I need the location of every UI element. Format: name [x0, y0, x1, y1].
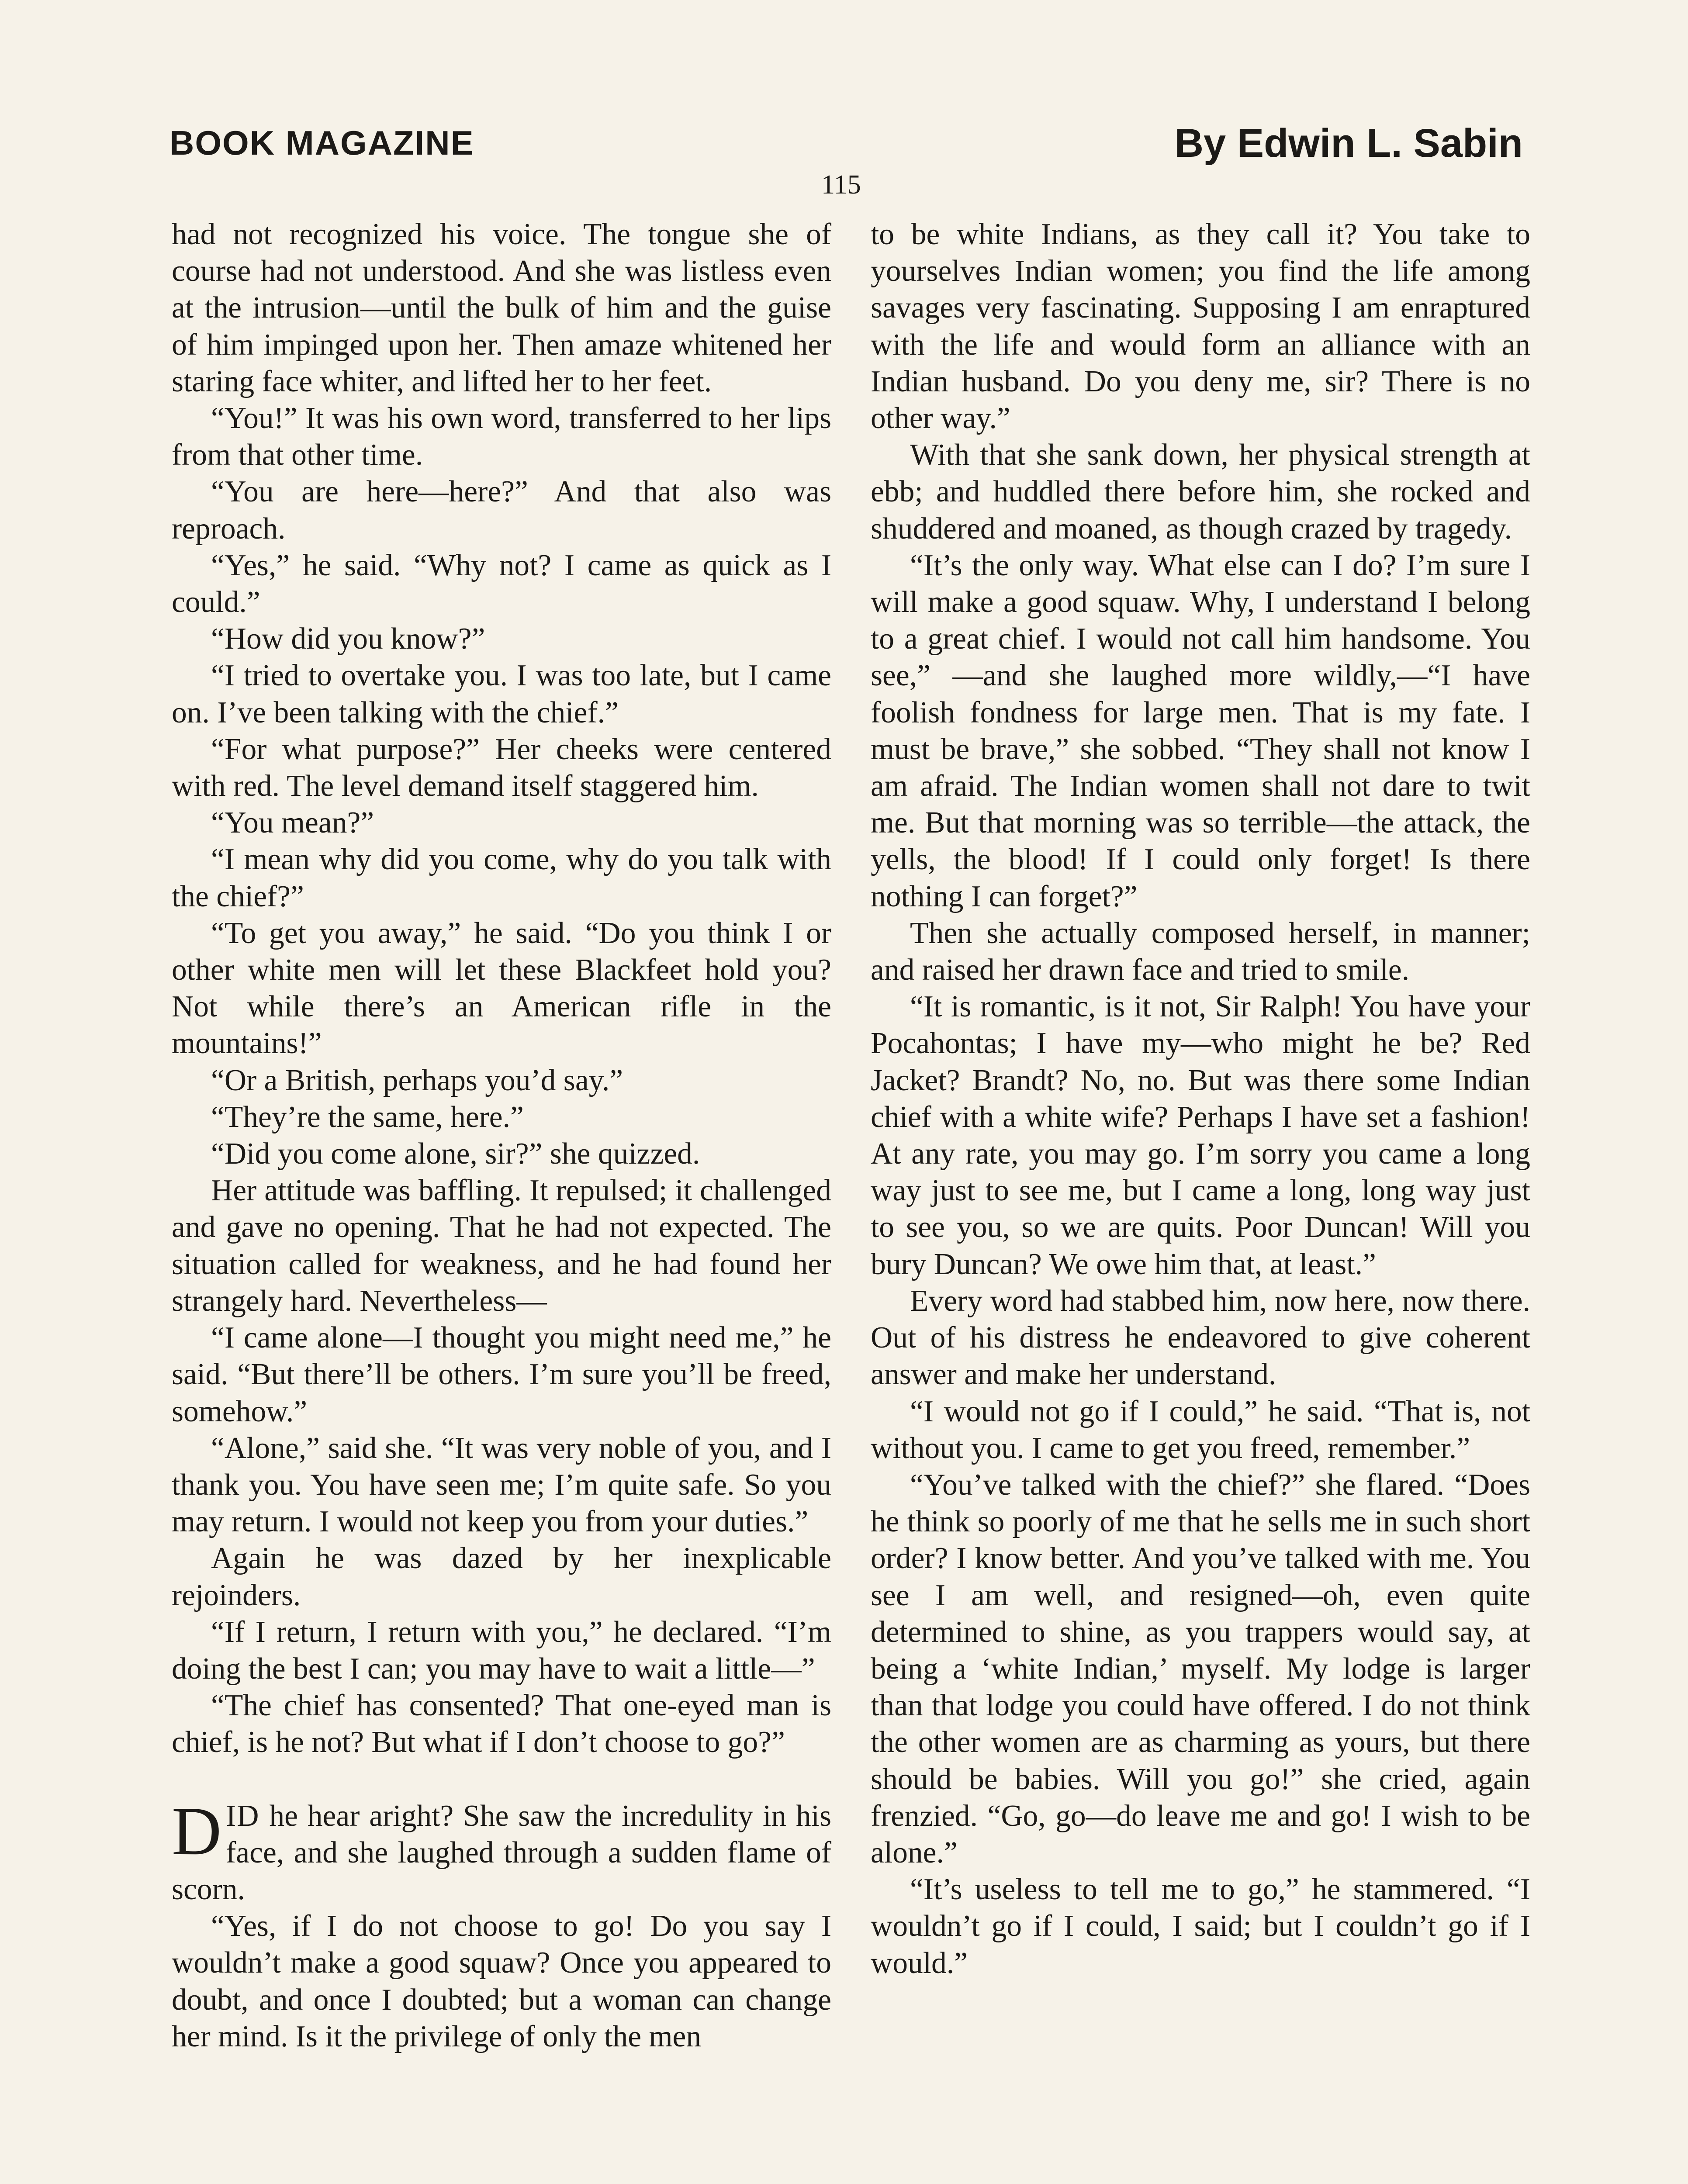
left-column: [172, 216, 831, 2055]
paragraph: “Did you come alone, sir?” she quizzed.: [211, 1137, 700, 1171]
paragraph: “It’s useless to tell me to go,” he stammered. “I wouldn’t go if I could, I said; but I couldn’t go if I would.”: [871, 1873, 1530, 1980]
paragraph: “You mean?”: [211, 806, 374, 840]
paragraph: Then she actually composed herself, in manner; and raised her drawn face and tried to smile.: [871, 916, 1530, 987]
paragraph: Again he was dazed by her inexplicable rejoinders.: [172, 1541, 831, 1612]
paragraph: “To get you away,” he said. “Do you think I or other white men will let these Blackfeet hold you? Not while there’s an American rifle in the mountains!”: [172, 916, 831, 1061]
paragraph-text: he hear aright? She saw the incredulity in his face, and she laughed through a sudden flame of scorn.: [172, 1799, 831, 1906]
paragraph: “You are here—here?” And that also was reproach.: [172, 475, 831, 546]
paragraph: “It is romantic, is it not, Sir Ralph! You have your Pocahontas; I have my—who might he be? Red Jacket? Brandt? No, no. But was there some Indian chief with a white wife? Perhaps I have set a fashion! At any rate, you may go. I’m sorry you came a long way just to see me, but I came a long, long way just to see you, so we are quits. Poor Duncan! Will you bury Duncan? We owe him that, at least.”: [871, 990, 1530, 1281]
paragraph: “You!” It was his own word, transferred to her lips from that other time.: [172, 401, 831, 472]
paragraph: “I tried to overtake you. I was too late, but I came on. I’ve been talking with the chief.”: [172, 659, 831, 729]
paragraph: “Yes,” he said. “Why not? I came as quick as I could.”: [172, 548, 831, 619]
right-column: [871, 216, 1530, 1982]
paragraph: Every word had stabbed him, now here, now there. Out of his distress he endeavored to give coherent answer and make her understand.: [871, 1284, 1530, 1392]
page-number: 115: [821, 170, 861, 200]
section-break: [172, 1761, 831, 1798]
paragraph: “The chief has consented? That one-eyed man is chief, is he not? But what if I don’t choose to go?”: [172, 1689, 831, 1759]
paragraph: “Yes, if I do not choose to go! Do you say I wouldn’t make a good squaw? Once you appeared to doubt, and once I doubted; but a woman can change her mind. Is it the privilege of only the men: [172, 1909, 831, 2053]
paragraph: Her attitude was baffling. It repulsed; it challenged and gave no opening. That he had not expected. The situation called for weakness, and he had found her strangely hard. Nevertheless—: [172, 1174, 831, 1318]
paragraph: “You’ve talked with the chief?” she flared. “Does he think so poorly of me that he sells me in such short order? I know better. And you’ve talked with me. You see I am well, and resigned—oh, even quite determined to shine, as you trappers would say, at being a ‘white Indian,’ myself. My lodge is larger than that lodge you could have offered. I do not think the other women are as charming as yours, but there should be babies. Will you go!” she cried, again frenzied. “Go, go—do leave me and go! I wish to be alone.”: [871, 1468, 1530, 1870]
paragraph: “If I return, I return with you,” he declared. “I’m doing the best I can; you may have to wait a little—”: [172, 1615, 831, 1686]
paragraph: With that she sank down, her physical strength at ebb; and huddled there before him, she rocked and shuddered and moaned, as though crazed by tragedy.: [871, 438, 1530, 546]
dropcap-paragraph: [172, 1793, 831, 1908]
drop-cap: D: [172, 1793, 222, 1870]
paragraph: “Alone,” said she. “It was very noble of you, and I thank you. You have seen me; I’m quite safe. So you may return. I would not keep you from your duties.”: [172, 1431, 831, 1539]
paragraph: “They’re the same, here.”: [211, 1100, 524, 1134]
paragraph: to be white Indians, as they call it? You take to yourselves Indian women; you find the life among savages very fascinating. Supposing I am enraptured with the life and would form an alliance with an Indian husband. Do you deny me, sir? There is no other way.”: [871, 218, 1530, 435]
paragraph: had not recognized his voice. The tongue she of course had not understood. And she was listless even at the intrusion—until the bulk of him and the guise of him impinged upon her. Then amaze whitened her staring face whiter, and lifted her to her feet.: [172, 218, 831, 398]
paragraph: “How did you know?”: [211, 622, 485, 656]
paragraph: “I mean why did you come, why do you talk with the chief?”: [172, 843, 831, 913]
drop-cap-continuation: ID: [226, 1799, 260, 1833]
running-head-byline: By Edwin L. Sabin: [1174, 121, 1523, 166]
paragraph: “I came alone—I thought you might need me,” he said. “But there’ll be others. I’m sure you’ll be freed, somehow.”: [172, 1321, 831, 1428]
paragraph: “It’s the only way. What else can I do? I’m sure I will make a good squaw. Why, I understand I belong to a great chief. I would not call him handsome. You see,” —and she laughed more wildly,—“I have foolish fondness for large men. That is my fate. I must be brave,” she sobbed. “They shall not know I am afraid. The Indian women shall not dare to twit me. But that morning was so terrible—the attack, the yells, the blood! If I could only forget! Is there nothing I can forget?”: [871, 548, 1530, 913]
paragraph: “I would not go if I could,” he said. “That is, not without you. I came to get you freed, remember.”: [871, 1394, 1530, 1465]
paragraph: “For what purpose?” Her cheeks were centered with red. The level demand itself staggered him.: [172, 732, 831, 803]
paragraph: “Or a British, perhaps you’d say.”: [211, 1063, 623, 1097]
running-head-publication: BOOK MAGAZINE: [169, 124, 474, 162]
